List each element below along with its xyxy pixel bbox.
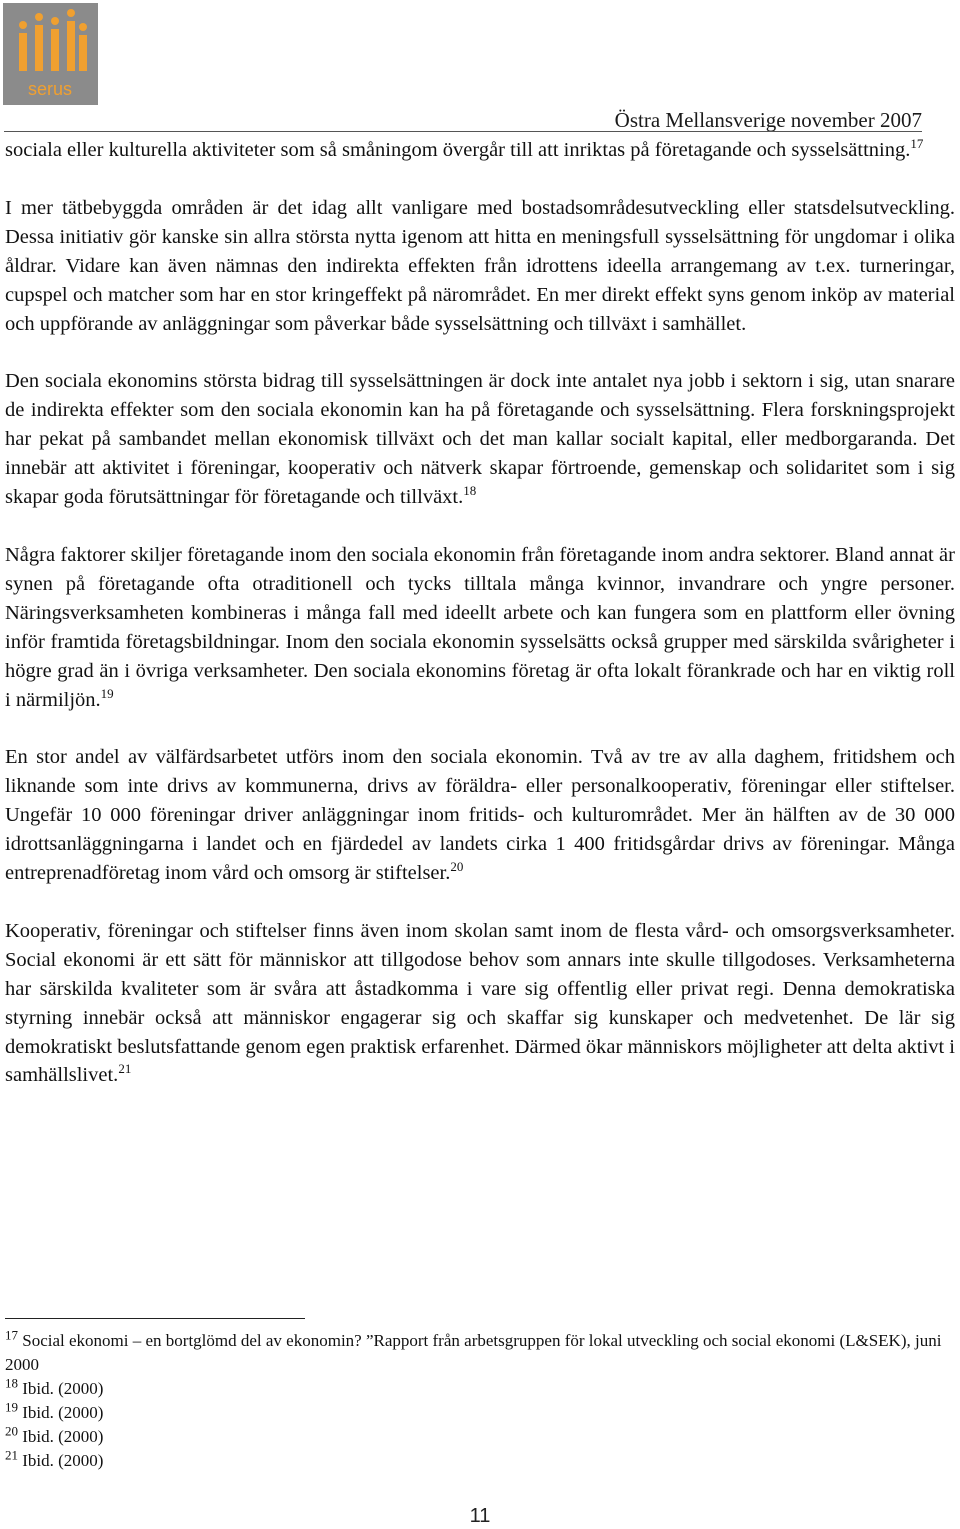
footnote — [5, 1425, 955, 1449]
footnote — [5, 1401, 955, 1425]
paragraph-text: sociala eller kulturella aktiviteter som så småningom övergår till att inriktas på företagande och sysselsättning. — [5, 139, 911, 161]
footnote-text: Ibid. (2000) — [18, 1427, 104, 1446]
body-text — [5, 136, 955, 1119]
paragraph-text: Kooperativ, föreningar och stiftelser finns även inom skolan samt inom de flesta vård- och omsorgsverksamheter. Social ekonomi är ett sätt för människor att tillgodose behov som annars inte skulle tillgodoses. Verksamheterna har särskilda kvaliteter som är svåra att åstadkomma i vare sig offentlig eller privat regi. Denna demokratiska styrning innebär också att människor engagerar sig och skaffar sig kunskaper och medvetenhet. De lär sig demokratiskt beslutsfattande genom egen praktisk erfarenhet. Därmed ökar människors möjligheter att delta aktivt i samhällslivet. — [5, 919, 955, 1087]
footnote — [5, 1329, 955, 1377]
paragraph — [5, 136, 955, 165]
footnote-text: Ibid. (2000) — [18, 1379, 104, 1398]
paragraph — [5, 541, 955, 714]
footnote — [5, 1377, 955, 1401]
footnote-text: Social ekonomi – en bortglömd del av ekonomin? ”Rapport från arbetsgruppen för lokal utveckling och social ekonomi (L&SEK), juni 2000 — [5, 1331, 942, 1374]
footnote-number: 19 — [5, 1399, 18, 1415]
paragraph — [5, 743, 955, 888]
paragraph-text: Några faktorer skiljer företagande inom den sociala ekonomin från företagande inom andra sektorer. Bland annat är synen på företagande ofta otraditionell och tycks tilltala många kvinnor, invandrare och yngre personer. Näringsverksamheten kombineras i många fall med ideellt arbete och kan fungera som en plattform eller övning inför framtida företagsbildningar. Inom den sociala ekonomin sysselsätts också grupper med särskilda svårigheter i högre grad än i övriga verksamheter. Den sociala ekonomins företag är ofta lokalt förankrade och har en viktig roll i närmiljön. — [5, 543, 955, 711]
paragraph — [5, 917, 955, 1090]
footnote-text: Ibid. (2000) — [18, 1451, 104, 1470]
paragraph-text: En stor andel av välfärdsarbetet utförs inom den sociala ekonomin. Två av tre av alla daghem, fritidshem och liknande som inte drivs av kommunerna, drivs av föräldra- eller personalkooperativ, föreningar eller stiftelser. Ungefär 10 000 föreningar driver anläggningar inom fritids- och kulturområdet. Mer än hälften av de 30 000 idrottsanläggningarna i landet och en fjärdedel av landets cirka 1 400 fritidsgårdar drivs av föreningar. Många entreprenadföretag inom vård och omsorg är stiftelser. — [5, 746, 955, 885]
footnote-text: Ibid. (2000) — [18, 1403, 104, 1422]
page-number: 11 — [469, 1505, 491, 1527]
serus-logo-graphic — [3, 3, 98, 105]
footnote-number: 18 — [5, 1375, 18, 1391]
serus-logo — [3, 3, 98, 105]
paragraph-text: I mer tätbebyggda områden är det idag allt vanligare med bostadsområdesutveckling eller statsdelsutveckling. Dessa initiativ gör kanske sin allra största nytta igenom att hitta en meningsfull sysselsättning för ungdomar i olika åldrar. Vidare kan även nämnas den indirekta effekten från idrottens ideella arrangemang av t.ex. turneringar, cupspel och matcher som har en stor kringeffekt på närområdet. En mer direkt effekt syns genom inköp av material och uppförande av anläggningar som påverkar både sysselsättning och tillväxt i samhället. — [5, 196, 955, 335]
footnote-ref: 17 — [910, 136, 924, 152]
footnotes — [5, 1329, 955, 1473]
footnote-divider — [5, 1318, 305, 1319]
footnote-ref: 19 — [100, 685, 114, 701]
paragraph — [5, 194, 955, 339]
header-region-date: Östra Mellansverige november 2007 — [614, 108, 922, 132]
footnote-number: 21 — [5, 1447, 18, 1463]
logo-wordmark: serus — [27, 79, 73, 99]
footnote-number: 20 — [5, 1423, 18, 1439]
paragraph — [5, 367, 955, 512]
footnote-ref: 18 — [463, 483, 477, 499]
footnote-ref: 20 — [450, 859, 464, 875]
paragraph-text: Den sociala ekonomins största bidrag till sysselsättningen är dock inte antalet nya jobb i sektorn i sig, utan snarare de indirekta effekter som den sociala ekonomin kan ha på företagande och sysselsättning. Flera forskningsprojekt har pekat på sambandet mellan ekonomisk tillväxt och det man kallar socialt kapital, eller medborgaranda. Det innebär att aktivitet i föreningar, kooperativ och nätverk skapar förtroende, gemenskap och solidaritet som i sig skapar goda förutsättningar för företagande och tillväxt. — [5, 370, 955, 509]
footnote — [5, 1449, 955, 1473]
footnote-number: 17 — [5, 1327, 18, 1343]
footnote-ref: 21 — [118, 1061, 132, 1077]
header-divider — [4, 131, 922, 132]
